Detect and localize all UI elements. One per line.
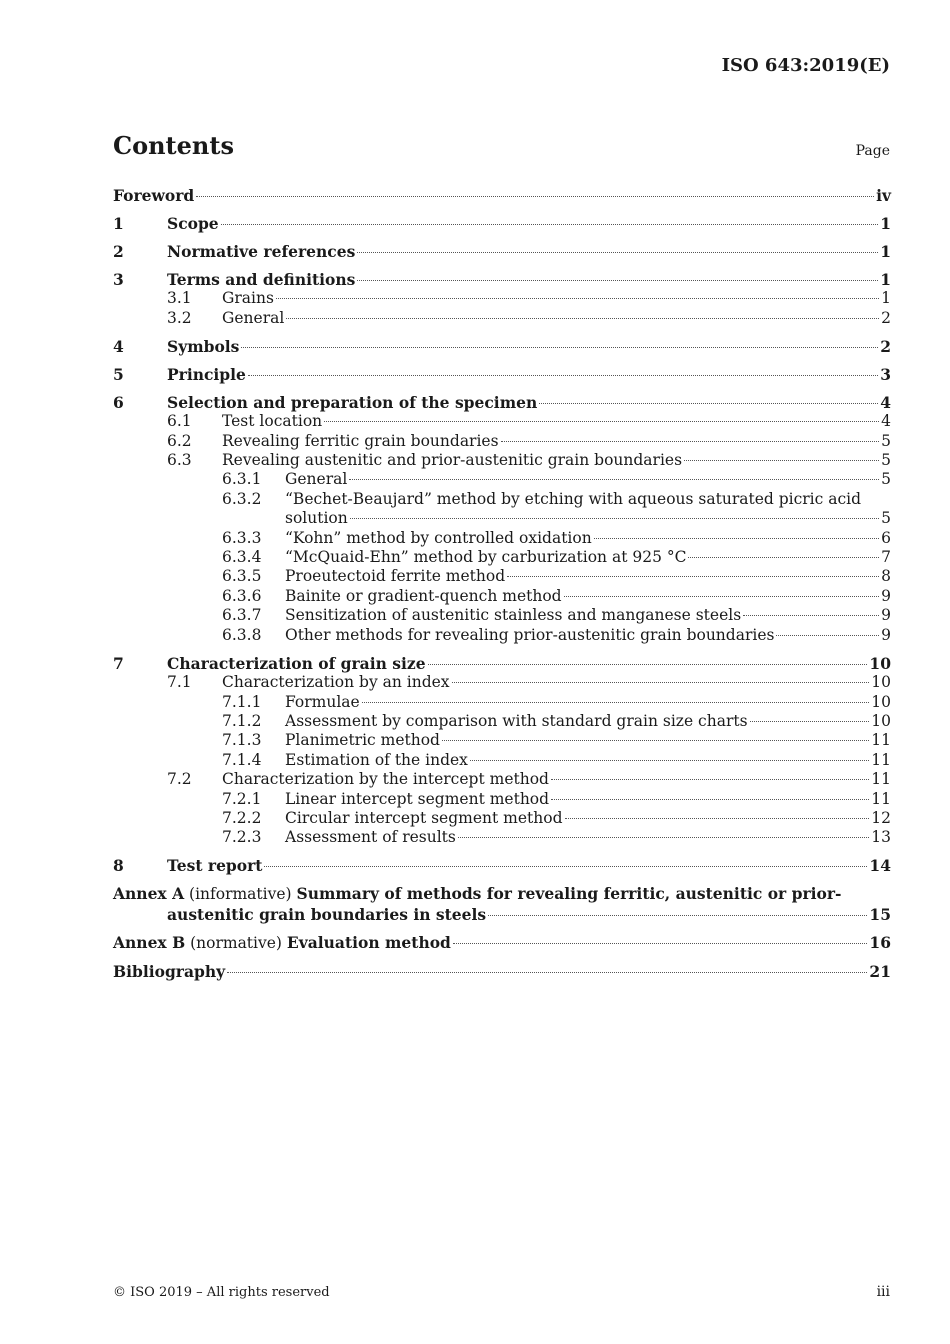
toc-entry-number: 7 xyxy=(113,653,124,673)
dot-leader xyxy=(750,721,870,722)
dot-leader xyxy=(453,943,868,944)
toc-entry-title: Revealing austenitic and prior-austenitic grain boundaries xyxy=(222,451,683,470)
annex-label: Annex A xyxy=(113,884,185,904)
toc-entry-title: austenitic grain boundaries in steels xyxy=(167,904,487,924)
toc-entry-page: 10 xyxy=(871,711,891,730)
toc-entry-page: 5 xyxy=(881,431,891,450)
dot-leader xyxy=(684,460,879,461)
dot-leader xyxy=(743,615,879,616)
toc-entry[interactable] xyxy=(113,337,891,356)
toc-entry[interactable] xyxy=(113,242,891,261)
toc-entry-title: Planimetric method xyxy=(285,731,440,750)
dot-leader xyxy=(551,779,869,780)
dot-leader xyxy=(688,557,879,558)
toc-entry[interactable] xyxy=(113,626,891,645)
toc-entry-page: 11 xyxy=(871,750,891,769)
toc-entry[interactable] xyxy=(113,731,891,750)
toc-entry-title: Revealing ferritic grain boundaries xyxy=(222,431,499,450)
toc-entry-title: Bainite or gradient-quench method xyxy=(285,586,562,605)
toc-entry-title: Formulae xyxy=(285,692,360,711)
toc-entry[interactable] xyxy=(113,412,891,431)
toc-entry-number: 6.3.6 xyxy=(222,586,262,605)
dot-leader xyxy=(594,538,879,539)
toc-entry[interactable] xyxy=(113,432,891,451)
toc-entry-page: 8 xyxy=(881,567,891,586)
toc-entry-number: 7.2 xyxy=(167,770,192,789)
toc-entry-title: Principle xyxy=(167,364,246,384)
toc-entry-title: solution xyxy=(285,509,348,528)
toc-entry-number: 1 xyxy=(113,214,124,233)
toc-entry-number: 7.1.2 xyxy=(222,711,262,730)
toc-entry-page: 11 xyxy=(871,789,891,808)
toc-entry-number: 7.1 xyxy=(167,673,192,692)
toc-entry-title xyxy=(113,933,451,953)
toc-entry[interactable] xyxy=(113,905,891,924)
toc-entry-number: 6.1 xyxy=(167,412,192,431)
page-column-label: Page xyxy=(855,143,890,159)
annex-type: (normative) xyxy=(185,933,287,952)
toc-entry-page: 5 xyxy=(881,451,891,470)
dot-leader xyxy=(551,799,869,800)
toc-entry-page: 11 xyxy=(871,770,891,789)
toc-entry-page: 9 xyxy=(881,625,891,644)
toc-entry-page: 10 xyxy=(871,673,891,692)
toc-entry-number: 2 xyxy=(113,242,124,261)
dot-leader xyxy=(350,518,879,519)
dot-leader xyxy=(241,347,878,348)
copyright-notice: © ISO 2019 – All rights reserved xyxy=(113,1285,330,1300)
toc-entry[interactable] xyxy=(113,365,891,384)
dot-leader xyxy=(324,421,879,422)
dot-leader xyxy=(264,866,867,867)
toc-entry-page: 7 xyxy=(881,548,891,567)
annex-title: Evaluation method xyxy=(286,932,451,952)
toc-entry-number: 7.1.3 xyxy=(222,731,262,750)
toc-entry-number: 6.3.5 xyxy=(222,567,262,586)
dot-leader xyxy=(221,224,879,225)
toc-entry[interactable] xyxy=(113,770,891,789)
toc-entry-number: 4 xyxy=(113,336,124,356)
toc-entry[interactable] xyxy=(113,856,891,875)
toc-entry-number: 3 xyxy=(113,270,124,289)
toc-entry[interactable] xyxy=(113,606,891,625)
dot-leader xyxy=(452,682,870,683)
toc-entry-title: Assessment of results xyxy=(285,828,456,847)
dot-leader xyxy=(458,837,869,838)
toc-entry-number: 6.3.2 xyxy=(222,489,262,508)
toc-entry-title: Assessment by comparison with standard grain size charts xyxy=(285,711,748,730)
toc-entry-number: 6.2 xyxy=(167,431,192,450)
toc-entry-page: 1 xyxy=(881,289,891,308)
toc-entry-title: Characterization of grain size xyxy=(167,653,426,673)
toc-entry-number: 6.3.1 xyxy=(222,470,262,489)
dot-leader xyxy=(539,403,878,404)
dot-leader xyxy=(501,441,880,442)
toc-entry-title: Bibliography xyxy=(113,961,226,981)
toc-entry-title: Normative references xyxy=(167,242,356,261)
toc-entry-title: Foreword xyxy=(113,186,195,205)
toc-entry-title: “McQuaid-Ehn” method by carburization at 925 °C xyxy=(285,548,687,567)
toc-entry[interactable] xyxy=(113,270,891,289)
dot-leader xyxy=(349,479,879,480)
dot-leader xyxy=(248,375,878,376)
toc-entry-title: Scope xyxy=(167,214,219,233)
dot-leader xyxy=(428,664,868,665)
toc-entry[interactable] xyxy=(113,884,891,904)
page-title: Contents xyxy=(113,131,234,160)
toc-entry[interactable] xyxy=(113,962,891,981)
toc-entry-title: Linear intercept segment method xyxy=(285,789,550,808)
toc-entry-page: iv xyxy=(876,186,891,205)
toc-entry-title: Terms and definitions xyxy=(167,270,356,289)
toc-entry-title: Characterization by the intercept method xyxy=(222,770,549,789)
toc-entry-page: 4 xyxy=(881,412,891,431)
dot-leader xyxy=(357,280,878,281)
toc-entry-title: Proeutectoid ferrite method xyxy=(285,567,506,586)
toc-entry-page: 10 xyxy=(871,692,891,711)
dot-leader xyxy=(565,818,870,819)
toc-entry[interactable] xyxy=(113,548,891,567)
toc-entry-number: 7.2.1 xyxy=(222,789,262,808)
toc-entry[interactable] xyxy=(113,790,891,809)
annex-type: (informative) xyxy=(184,885,297,904)
dot-leader xyxy=(357,252,878,253)
dot-leader xyxy=(276,298,879,299)
toc-entry-title: Test location xyxy=(222,412,323,431)
toc-entry-page: 1 xyxy=(880,242,891,261)
toc-entry[interactable] xyxy=(113,186,891,205)
toc-entry-title: Circular intercept segment method xyxy=(285,808,563,827)
toc-entry-number: 7.1.1 xyxy=(222,692,262,711)
toc-entry-number: 6.3 xyxy=(167,451,192,470)
toc-entry-number: 8 xyxy=(113,856,124,876)
toc-entry[interactable] xyxy=(113,214,891,233)
toc-entry-number: 7.2.2 xyxy=(222,808,262,827)
dot-leader xyxy=(507,576,879,577)
toc-entry[interactable] xyxy=(113,529,891,548)
dot-leader xyxy=(227,972,867,973)
toc-entry[interactable] xyxy=(113,567,891,586)
toc-entry-title: Characterization by an index xyxy=(222,673,450,692)
toc-entry[interactable] xyxy=(113,654,891,673)
toc-entry-page: 6 xyxy=(881,528,891,547)
toc-entry-page: 10 xyxy=(869,653,891,673)
toc-entry-title: Other methods for revealing prior-austenitic grain boundaries xyxy=(285,625,775,644)
toc-entry-title: Sensitization of austenitic stainless and manganese steels xyxy=(285,606,742,625)
toc-entry-title: Test report xyxy=(167,856,263,876)
toc-entry-number: 6.3.3 xyxy=(222,528,262,547)
toc-entry-number: 6.3.7 xyxy=(222,606,262,625)
toc-entry[interactable] xyxy=(113,693,891,712)
document-id: ISO 643:2019(E) xyxy=(721,55,890,76)
toc-entry-page: 21 xyxy=(869,961,891,981)
toc-entry-title: Estimation of the index xyxy=(285,750,468,769)
toc-entry-title: Selection and preparation of the specimen xyxy=(167,392,538,412)
toc-entry[interactable] xyxy=(113,289,891,308)
dot-leader xyxy=(470,760,869,761)
toc-entry-title: Grains xyxy=(222,289,274,308)
toc-entry-page: 9 xyxy=(881,606,891,625)
toc-entry[interactable] xyxy=(113,712,891,731)
toc-entry[interactable] xyxy=(113,673,891,692)
toc-entry[interactable] xyxy=(113,470,891,489)
toc-entry[interactable] xyxy=(113,751,891,770)
toc-entry-number: 3.2 xyxy=(167,308,192,327)
toc-entry[interactable] xyxy=(113,393,891,412)
annex-title: Summary of methods for revealing ferritic, austenitic or prior- xyxy=(296,884,842,904)
toc-entry-page: 16 xyxy=(869,932,891,952)
dot-leader xyxy=(488,915,867,916)
toc-entry-page: 9 xyxy=(881,586,891,605)
toc-entry[interactable] xyxy=(113,809,891,828)
toc-entry-page: 4 xyxy=(880,392,891,412)
annex-label: Annex B xyxy=(113,932,186,952)
toc-entry[interactable] xyxy=(113,451,891,470)
toc-entry-title: Symbols xyxy=(167,336,240,356)
toc-entry[interactable] xyxy=(113,933,891,953)
toc-entry[interactable] xyxy=(113,309,891,328)
dot-leader xyxy=(362,702,870,703)
toc-entry-page: 1 xyxy=(880,214,891,233)
dot-leader xyxy=(564,596,880,597)
toc-entry-title: “Bechet-Beaujard” method by etching with aqueous saturated picric acid xyxy=(285,489,862,508)
toc-entry-page: 3 xyxy=(880,364,891,384)
toc-entry-page: 12 xyxy=(871,808,891,827)
toc-entry[interactable] xyxy=(113,490,891,509)
dot-leader xyxy=(776,635,879,636)
toc-entry-page: 5 xyxy=(881,509,891,528)
dot-leader xyxy=(442,740,869,741)
toc-entry-page: 2 xyxy=(880,336,891,356)
toc-entry-page: 14 xyxy=(869,856,891,876)
toc-entry-title xyxy=(113,884,841,904)
toc-entry-page: 15 xyxy=(869,904,891,924)
toc-entry-page: 1 xyxy=(880,270,891,289)
toc-entry-title: “Kohn” method by controlled oxidation xyxy=(285,528,592,547)
toc-entry[interactable] xyxy=(113,509,891,528)
toc-entry-number: 6 xyxy=(113,392,124,412)
toc-entry-title: General xyxy=(285,470,348,489)
dot-leader xyxy=(286,318,879,319)
toc-entry-page: 13 xyxy=(871,828,891,847)
dot-leader xyxy=(196,196,874,197)
toc-entry-page: 2 xyxy=(881,308,891,327)
table-of-contents xyxy=(113,186,891,981)
page-number: iii xyxy=(876,1284,890,1300)
toc-entry-page: 11 xyxy=(871,731,891,750)
toc-entry[interactable] xyxy=(113,587,891,606)
toc-entry-number: 6.3.8 xyxy=(222,625,262,644)
toc-entry-title: General xyxy=(222,308,285,327)
toc-entry[interactable] xyxy=(113,828,891,847)
toc-entry-number: 7.1.4 xyxy=(222,750,262,769)
toc-entry-number: 5 xyxy=(113,364,124,384)
toc-entry-page: 5 xyxy=(881,470,891,489)
toc-entry-number: 6.3.4 xyxy=(222,548,262,567)
toc-entry-number: 7.2.3 xyxy=(222,828,262,847)
toc-entry-number: 3.1 xyxy=(167,289,192,308)
